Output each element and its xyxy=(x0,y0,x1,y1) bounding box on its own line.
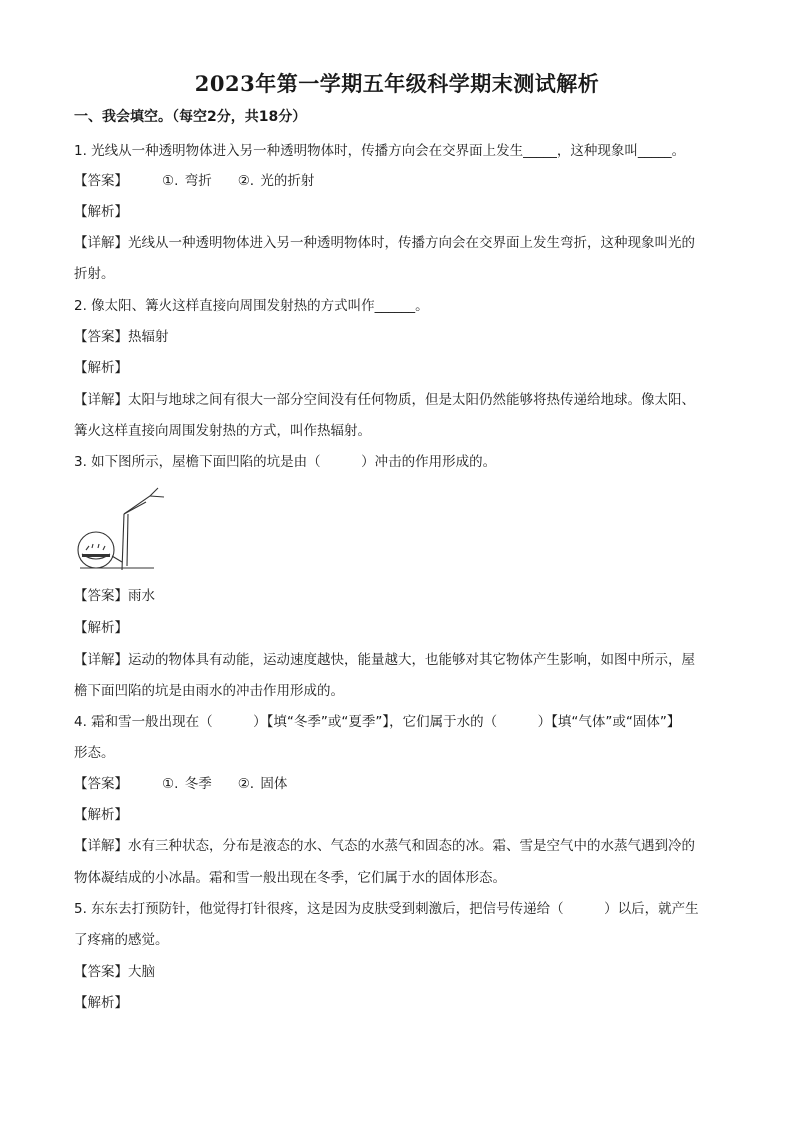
roof-eave-line xyxy=(124,502,146,514)
question-2-detail-cont: 篝火这样直接向周围发射热的方式，叫作热辐射。 xyxy=(74,423,371,439)
analysis-label: 【解析】 xyxy=(74,995,128,1011)
roof-eave-line xyxy=(124,488,158,514)
question-3-detail xyxy=(74,650,734,670)
question-4-stem-cont: 形态。 xyxy=(74,745,115,761)
analysis-label: 【解析】 xyxy=(74,807,128,823)
detail-label: 【详解】 xyxy=(74,652,128,668)
answer-label: 【答案】 xyxy=(74,588,128,604)
magnifier-pointer xyxy=(112,556,122,562)
answer-text: 热辐射 xyxy=(128,329,169,345)
roof-eave-line xyxy=(150,496,164,497)
question-4-detail xyxy=(74,836,734,856)
analysis-label: 【解析】 xyxy=(74,620,128,636)
question-4-detail-cont: 物体凝结成的小冰晶。霜和雪一般出现在冬季，它们属于水的固体形态。 xyxy=(74,870,506,886)
answer-label: 【答案】 xyxy=(74,173,128,189)
question-3-answer xyxy=(74,586,734,606)
question-5-stem: 5. 东东去打预防针，他觉得打针很疼，这是因为皮肤受到刺激后，把信号传递给（ ）以后，就产生 xyxy=(74,901,699,917)
analysis-label: 【解析】 xyxy=(74,360,128,376)
answer-text: 光的折射 xyxy=(260,173,315,189)
analysis-label: 【解析】 xyxy=(74,204,128,220)
detail-text: 水有三种状态，分布是液态的水、气态的水蒸气和固态的冰。霜、雪是空气中的水蒸气遇到冷的 xyxy=(128,838,695,854)
detail-label: 【详解】 xyxy=(74,235,128,251)
answer-text: 弯折 xyxy=(184,173,212,189)
option-number: ②. xyxy=(237,776,255,792)
question-3-detail-cont: 檐下面凹陷的坑是由雨水的冲击作用形成的。 xyxy=(74,683,344,699)
question-5-answer xyxy=(74,962,734,982)
question-3-stem: 3. 如下图所示，屋檐下面凹陷的坑是由（ ）冲击的作用形成的。 xyxy=(74,454,497,470)
answer-text: 冬季 xyxy=(184,776,212,792)
detail-text: 太阳与地球之间有很大一部分空间没有任何物质，但是太阳仍然能够将热传递给地球。像太阳、 xyxy=(128,392,695,408)
answer-text: 大脑 xyxy=(128,964,155,980)
question-1-detail xyxy=(74,233,734,253)
option-number: ②. xyxy=(237,173,255,189)
answer-label: 【答案】 xyxy=(74,964,128,980)
question-5-stem-cont: 了疼痛的感觉。 xyxy=(74,932,169,948)
section-heading: 一、我会填空。（每空2分，共18分） xyxy=(74,109,307,125)
splash-marks xyxy=(86,544,105,550)
question-2-stem: 2. 像太阳、篝火这样直接向周围发射热的方式叫作______。 xyxy=(74,298,429,314)
magnifier-circle xyxy=(78,532,114,568)
question-2-answer xyxy=(74,327,734,347)
question-1-detail-cont: 折射。 xyxy=(74,266,115,282)
question-1-answer xyxy=(74,171,734,191)
question-2-detail xyxy=(74,390,734,410)
question-4-answer xyxy=(74,774,734,794)
option-number: ①. xyxy=(162,173,179,189)
wall-line xyxy=(122,514,124,570)
detail-text: 运动的物体具有动能，运动速度越快，能量越大，也能够对其它物体产生影响，如图中所示，屋 xyxy=(128,652,695,668)
answer-label: 【答案】 xyxy=(74,329,128,345)
wall-line xyxy=(127,514,128,566)
option-number: ①. xyxy=(162,776,179,792)
answer-text: 固体 xyxy=(260,776,288,792)
eaves-puddle-figure xyxy=(72,484,182,574)
pit-bottom xyxy=(82,554,110,557)
question-4-stem: 4. 霜和雪一般出现在（ ）【填“冬季”或“夏季”】，它们属于水的（ ）【填“气体”或“固体”】 xyxy=(74,714,681,730)
answer-text: 雨水 xyxy=(128,588,155,604)
detail-label: 【详解】 xyxy=(74,392,128,408)
question-1-stem: 1. 光线从一种透明物体进入另一种透明物体时，传播方向会在交界面上发生_____，这种现象叫_____。 xyxy=(74,143,686,159)
detail-text: 光线从一种透明物体进入另一种透明物体时，传播方向会在交界面上发生弯折，这种现象叫光的 xyxy=(128,235,695,251)
detail-label: 【详解】 xyxy=(74,838,128,854)
document-title: 2023年第一学期五年级科学期末测试解析 xyxy=(194,71,600,96)
answer-label: 【答案】 xyxy=(74,776,128,792)
